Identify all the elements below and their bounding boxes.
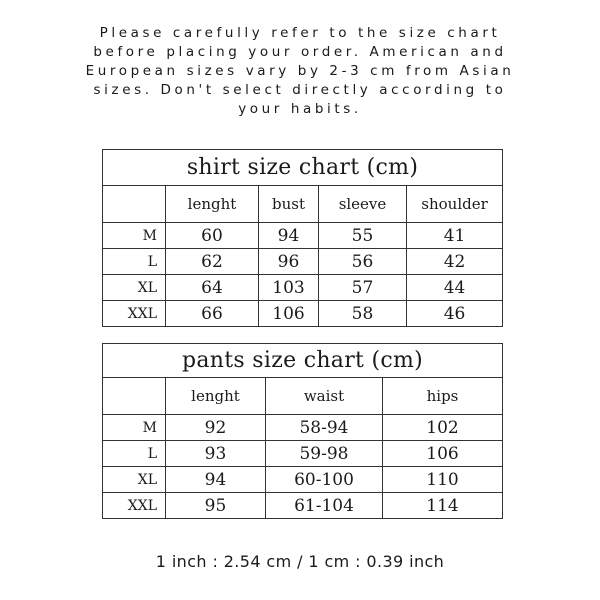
- size-label: M: [103, 223, 166, 249]
- value-cell: 94: [259, 223, 319, 249]
- value-cell: 93: [166, 441, 266, 467]
- size-label: XXL: [103, 493, 166, 519]
- table-row: [103, 301, 503, 327]
- value-cell: 55: [319, 223, 407, 249]
- value-cell: 60-100: [266, 467, 383, 493]
- table-header-row: [103, 186, 503, 223]
- table-row: [103, 275, 503, 301]
- value-cell: 59-98: [266, 441, 383, 467]
- size-label: XXL: [103, 301, 166, 327]
- header-cell: shoulder: [407, 186, 503, 223]
- table-row: [103, 493, 503, 519]
- size-notice: [30, 24, 570, 119]
- value-cell: 56: [319, 249, 407, 275]
- value-cell: 114: [383, 493, 503, 519]
- value-cell: 106: [259, 301, 319, 327]
- value-cell: 60: [166, 223, 259, 249]
- size-label: L: [103, 249, 166, 275]
- unit-conversion-note: 1 inch : 2.54 cm / 1 cm : 0.39 inch: [155, 552, 445, 571]
- shirt-size-table: [102, 149, 503, 327]
- table-row: [103, 249, 503, 275]
- pants-size-table: [102, 343, 503, 519]
- notice-line: before placing your order. American and: [93, 44, 507, 60]
- value-cell: 66: [166, 301, 259, 327]
- header-cell: hips: [383, 378, 503, 415]
- size-label: XL: [103, 467, 166, 493]
- header-cell: lenght: [166, 186, 259, 223]
- notice-line: sizes. Don't select directly according to: [93, 82, 507, 98]
- value-cell: 42: [407, 249, 503, 275]
- value-cell: 58: [319, 301, 407, 327]
- value-cell: 41: [407, 223, 503, 249]
- value-cell: 64: [166, 275, 259, 301]
- table-row: [103, 441, 503, 467]
- value-cell: 102: [383, 415, 503, 441]
- size-label: M: [103, 415, 166, 441]
- header-cell: waist: [266, 378, 383, 415]
- value-cell: 44: [407, 275, 503, 301]
- value-cell: 46: [407, 301, 503, 327]
- value-cell: 62: [166, 249, 259, 275]
- value-cell: 95: [166, 493, 266, 519]
- table-row: [103, 223, 503, 249]
- pants-table-title: pants size chart (cm): [103, 344, 503, 378]
- value-cell: 94: [166, 467, 266, 493]
- table-row: [103, 467, 503, 493]
- value-cell: 57: [319, 275, 407, 301]
- table-row: [103, 415, 503, 441]
- header-empty-cell: [103, 186, 166, 223]
- notice-line: European sizes vary by 2-3 cm from Asian: [85, 63, 515, 79]
- value-cell: 106: [383, 441, 503, 467]
- value-cell: 58-94: [266, 415, 383, 441]
- value-cell: 92: [166, 415, 266, 441]
- header-cell: bust: [259, 186, 319, 223]
- size-label: L: [103, 441, 166, 467]
- value-cell: 103: [259, 275, 319, 301]
- value-cell: 96: [259, 249, 319, 275]
- shirt-table-title: shirt size chart (cm): [103, 150, 503, 186]
- header-cell: sleeve: [319, 186, 407, 223]
- value-cell: 110: [383, 467, 503, 493]
- header-empty-cell: [103, 378, 166, 415]
- notice-line: Please carefully refer to the size chart: [99, 25, 501, 41]
- header-cell: lenght: [166, 378, 266, 415]
- size-label: XL: [103, 275, 166, 301]
- table-header-row: [103, 378, 503, 415]
- notice-line: your habits.: [238, 101, 362, 117]
- value-cell: 61-104: [266, 493, 383, 519]
